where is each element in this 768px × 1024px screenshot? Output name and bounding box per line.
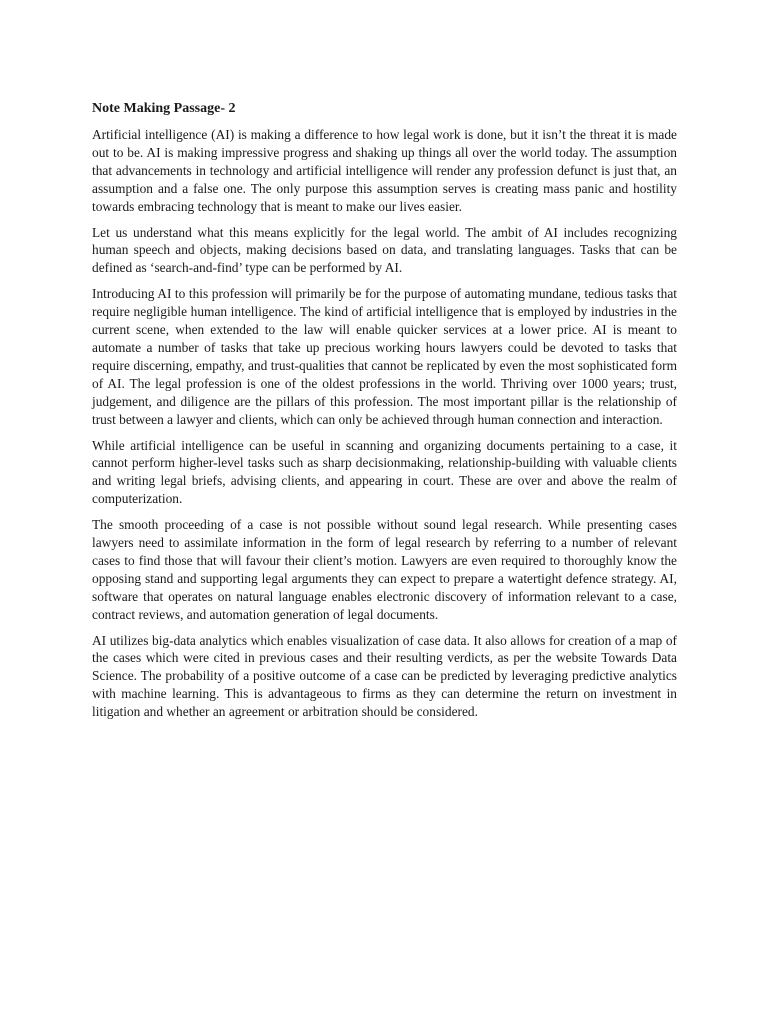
paragraph-6: AI utilizes big-data analytics which enables visualization of case data. It also allows for creation of a map of the cases which were cited in previous cases and their resulting verdicts, as per the website Towards Data Science. The probability of a positive outcome of a case can be predicted by leveraging predictive analytics with machine learning. This is advantageous to firms as they can determine the return on investment in litigation and whether an agreement or arbitration should be considered. [92,632,677,720]
paragraph-4: While artificial intelligence can be useful in scanning and organizing documents pertaining to a case, it cannot perform higher-level tasks such as sharp decisionmaking, relationship-building with valuable clients and writing legal briefs, advising clients, and appearing in court. These are over and above the realm of computerization. [92,437,677,507]
paragraph-1: Artificial intelligence (AI) is making a difference to how legal work is done, but it isn’t the threat it is made out to be. AI is making impressive progress and shaking up things all over the world today. The assumption that advancements in technology and artificial intelligence will render any profession defunct is just that, an assumption and a false one. The only purpose this assumption serves is creating mass panic and hostility towards embracing technology that is meant to make our lives easier. [92,127,677,214]
document-page [92,100,677,729]
document-title: Note Making Passage- 2 [92,101,236,116]
paragraph-2: Let us understand what this means explicitly for the legal world. The ambit of AI includes recognizing human speech and objects, making decisions based on data, and translating languages. Tasks that can be defined as ‘search-and-find’ type can be performed by AI. [92,224,677,276]
paragraph-5: The smooth proceeding of a case is not possible without sound legal research. While presenting cases lawyers need to assimilate information in the form of legal research by referring to a number of relevant cases to find those that will favour their client’s motion. Lawyers are even required to thoroughly know the opposing stand and supporting legal arguments they can expect to prepare a watertight defence strategy. AI, software that operates on natural language enables electronic discovery of information relevant to a case, contract reviews, and automation generation of legal documents. [92,517,677,622]
paragraph-3: Introducing AI to this profession will primarily be for the purpose of automating mundane, tedious tasks that require negligible human intelligence. The kind of artificial intelligence that is employed by industries in the current scene, when extended to the law will enable quicker services at a lower price. AI is meant to automate a number of tasks that take up precious working hours lawyers could be devoted to tasks that require discerning, empathy, and trust-qualities that cannot be replicated by even the most sophisticated form of AI. The legal profession is one of the oldest professions in the world. Thriving over 1000 years; trust, judgement, and diligence are the pillars of this profession. The most important pillar is the relationship of trust between a lawyer and clients, which can only be achieved through human connection and interaction. [92,286,677,427]
